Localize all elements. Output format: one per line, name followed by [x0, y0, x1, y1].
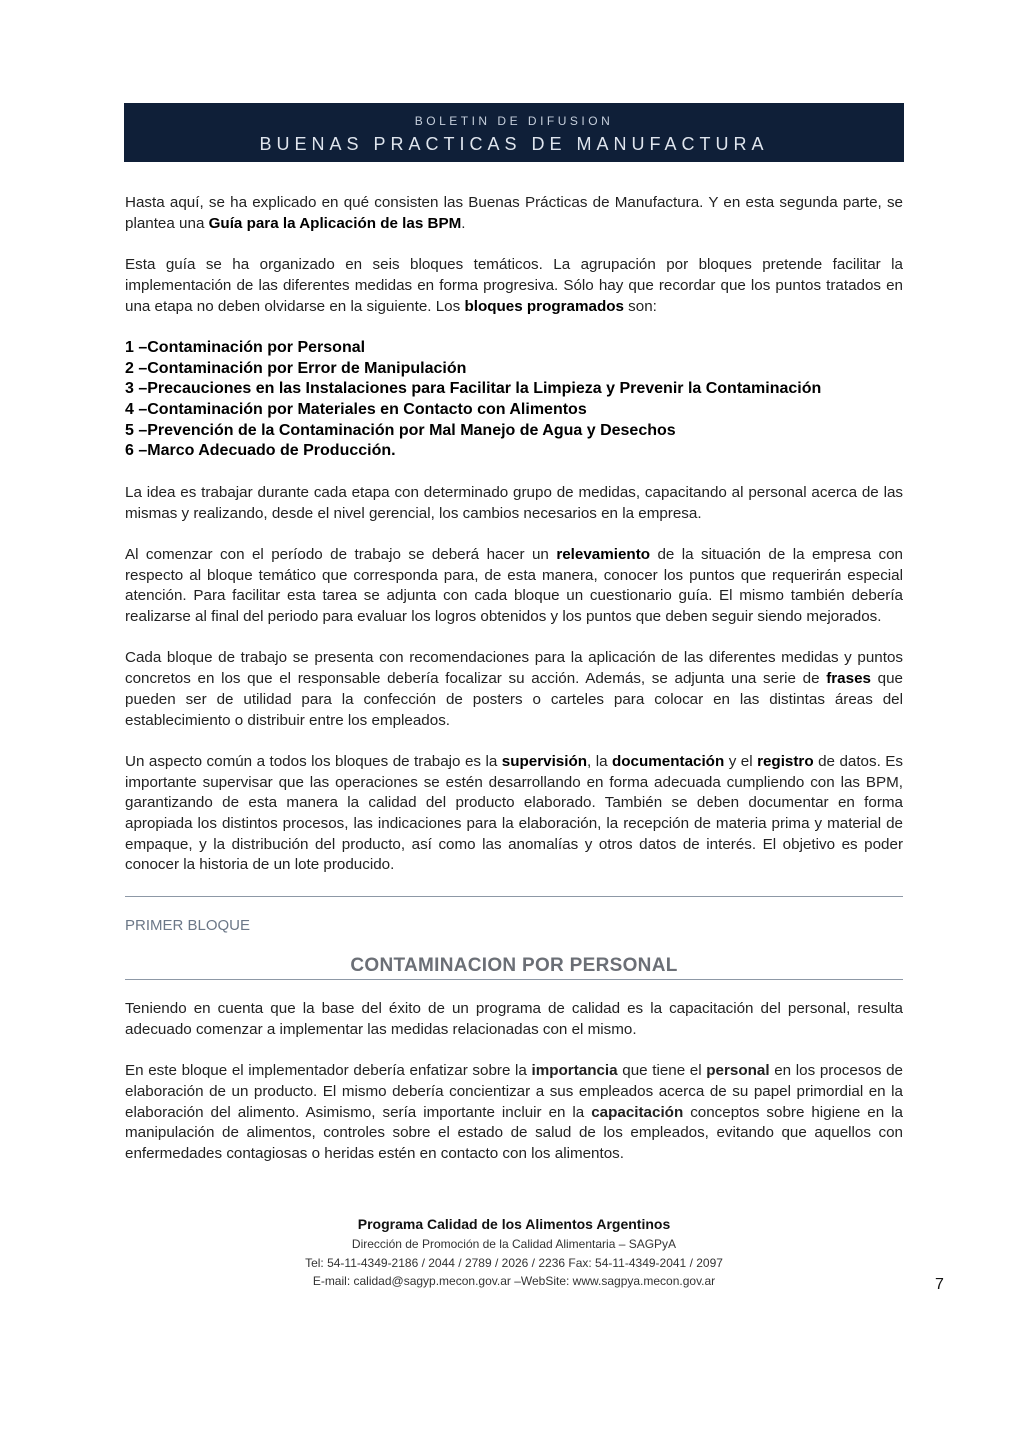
section-divider-bottom: [125, 979, 903, 980]
text: que tiene el: [617, 1062, 707, 1080]
header-title: BUENAS PRACTICAS DE MANUFACTURA: [259, 134, 769, 154]
block-item: 3 –Precauciones en las Instalaciones para Facilitar la Limpieza y Prevenir la Contaminación: [125, 380, 822, 398]
footer-phones: Tel: 54-11-4349-2186 / 2044 / 2789 / 2026 / 2236 Fax: 54-11-4349-2041 / 2097: [305, 1256, 723, 1270]
intro-paragraph-2: [125, 255, 903, 317]
text: .: [461, 214, 466, 232]
text: Un aspecto común a todos los bloques de trabajo es la: [125, 752, 502, 770]
text: Cada bloque de trabajo se presenta con recomendaciones para la aplicación de las diferentes medidas y puntos concretos en los que el responsable debería focalizar su acción. Además, se adjunta una serie de: [125, 649, 903, 688]
text: En este bloque el implementador debería enfatizar sobre la: [125, 1062, 532, 1080]
body-paragraph-5: [125, 648, 903, 731]
emphasis: bloques programados: [464, 297, 624, 315]
footer-contact: E-mail: calidad@sagyp.mecon.gov.ar –WebSite: www.sagpya.mecon.gov.ar: [312, 1274, 716, 1288]
block-item: 6 –Marco Adecuado de Producción.: [125, 442, 396, 460]
body-paragraph-3: La idea es trabajar durante cada etapa con determinado grupo de medidas, capacitando al personal acerca de las mismas y realizando, desde el nivel gerencial, los cambios necesarios en la empresa.: [125, 483, 903, 522]
emphasis: frases: [826, 670, 871, 688]
text: conceptos sobre higiene en la manipulación de alimentos, controles sobre el estado de salud de los empleados, evitando que aquellos con enfermedades contagiosas o heridas estén en contacto con los alimentos.: [125, 1103, 903, 1162]
emphasis: registro: [757, 752, 814, 770]
section-title: CONTAMINACION POR PERSONAL: [350, 955, 678, 976]
text: Hasta aquí, se ha explicado en qué consisten las Buenas Prácticas de Manufactura. Y en esta segunda parte, se plantea una: [125, 194, 903, 232]
text: y el: [724, 752, 758, 770]
emphasis: personal: [706, 1062, 770, 1080]
footer-direction: Dirección de Promoción de la Calidad Alimentaria – SAGPyA: [351, 1237, 677, 1251]
text: de datos. Es importante supervisar que las operaciones se estén desarrollando en forma adecuada cumpliendo con las BPM, garantizando de esta manera la calidad del producto elaborado. También se deben documentar en forma apropiada los distintos procesos, las indicaciones para la elaboración, la recepción de materia prima y material de empaque, y la distribución del producto, así como las anomalías y otros datos de interés. El objetivo es poder conocer la historia de un lote producido.: [125, 752, 904, 874]
text: de la situación de la empresa con respecto al bloque temático que corresponda para, de esta manera, conocer los puntos que requerirán especial atención. Para facilitar esta tarea se adjunta con cada bloque un cuestionario guía. El mismo también debería realizarse al final del periodo para evaluar los logros obtenidos y los puntos que deben seguir siendo mejorados.: [125, 545, 904, 625]
text: Al comenzar con el período de trabajo se deberá hacer un: [125, 545, 557, 563]
text: Esta guía se ha organizado en seis bloques temáticos. La agrupación por bloques pretende facilitar la implementación de las diferentes medidas en forma progresiva. Sólo hay que recordar que los puntos tratados en una etapa no deben olvidarse en la siguiente. Los: [125, 256, 903, 315]
emphasis: documentación: [612, 752, 725, 770]
text: en los procesos de elaboración de un producto. El mismo debería concientizar a sus empleados acerca de su papel primordial en la elaboración del alimento. Asimismo, sería importante incluir en la: [125, 1062, 903, 1121]
section-label: PRIMER BLOQUE: [125, 917, 251, 934]
block-item: 2 –Contaminación por Error de Manipulación: [125, 359, 467, 377]
section-paragraph-1: Teniendo en cuenta que la base del éxito de un programa de calidad es la capacitación del personal, resulta adecuado comenzar a implementar las medidas relacionadas con el mismo.: [125, 1000, 903, 1038]
emphasis: capacitación: [591, 1103, 684, 1121]
emphasis: Guía para la Aplicación de las BPM: [208, 214, 462, 232]
text: son:: [623, 297, 657, 315]
emphasis: importancia: [531, 1062, 618, 1080]
footer-program: Programa Calidad de los Alimentos Argentinos: [357, 1216, 671, 1232]
text: que pueden ser de utilidad para la confección de posters o carteles para colocar en las distintas áreas del establecimiento o distribuir entre los empleados.: [125, 670, 903, 729]
section-divider-top: [125, 896, 903, 897]
emphasis: relevamiento: [556, 545, 651, 563]
header-subtitle: BOLETIN DE DIFUSION: [414, 114, 614, 128]
intro-paragraph-1: [125, 193, 903, 234]
header-banner: [124, 103, 904, 162]
blocks-list: [125, 338, 903, 462]
section-content: [125, 999, 903, 1185]
block-item: 4 –Contaminación por Materiales en Contacto con Alimentos: [125, 401, 587, 418]
section-paragraph-2: [125, 1061, 903, 1165]
block-item: 1 –Contaminación por Personal: [125, 338, 366, 356]
block-item: 5 –Prevención de la Contaminación por Mal Manejo de Agua y Desechos: [125, 421, 676, 439]
page-number: 7: [935, 1276, 944, 1293]
body-paragraph-6: [125, 752, 903, 876]
emphasis: supervisión: [501, 752, 588, 770]
text: , la: [587, 752, 612, 770]
main-content: [125, 193, 903, 897]
body-paragraph-4: [125, 545, 903, 628]
